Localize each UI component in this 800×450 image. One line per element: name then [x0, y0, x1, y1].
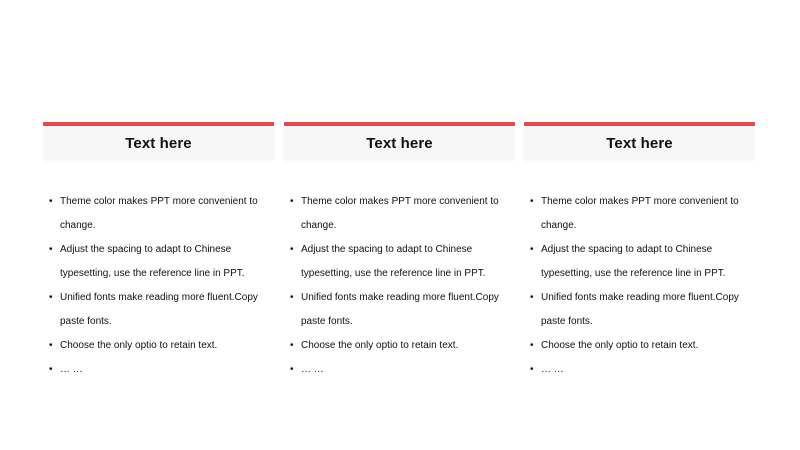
bullet-list — [530, 190, 756, 382]
bullet-item: • … … — [290, 358, 516, 382]
bullet-item: • … … — [530, 358, 756, 382]
bullet-item: • … … — [49, 358, 275, 382]
column-header — [524, 126, 755, 160]
bullet-list — [290, 190, 516, 382]
bullet-item: • Adjust the spacing to adapt to Chinese typesetting, use the reference line in PPT. — [49, 238, 275, 286]
column-header — [43, 126, 274, 160]
bullet-item: • Theme color makes PPT more convenient to change. — [290, 190, 516, 238]
bullet-item: • Adjust the spacing to adapt to Chinese typesetting, use the reference line in PPT. — [530, 238, 756, 286]
bullet-item: • Adjust the spacing to adapt to Chinese typesetting, use the reference line in PPT. — [290, 238, 516, 286]
bullet-item: • Unified fonts make reading more fluent.Copy paste fonts. — [530, 286, 756, 334]
column-title: Text here — [366, 134, 433, 152]
bullet-item: • Unified fonts make reading more fluent.Copy paste fonts. — [290, 286, 516, 334]
bullet-item: • Choose the only optio to retain text. — [49, 334, 275, 358]
bullet-item: • Unified fonts make reading more fluent.Copy paste fonts. — [49, 286, 275, 334]
bullet-list — [49, 190, 275, 382]
bullet-item: • Choose the only optio to retain text. — [530, 334, 756, 358]
content-column-3 — [524, 122, 755, 375]
content-column-1 — [43, 122, 274, 375]
bullet-item: • Theme color makes PPT more convenient to change. — [49, 190, 275, 238]
column-title: Text here — [125, 134, 192, 152]
bullet-item: • Theme color makes PPT more convenient to change. — [530, 190, 756, 238]
column-header — [284, 126, 515, 160]
content-column-2 — [284, 122, 515, 375]
column-title: Text here — [606, 134, 673, 152]
bullet-item: • Choose the only optio to retain text. — [290, 334, 516, 358]
